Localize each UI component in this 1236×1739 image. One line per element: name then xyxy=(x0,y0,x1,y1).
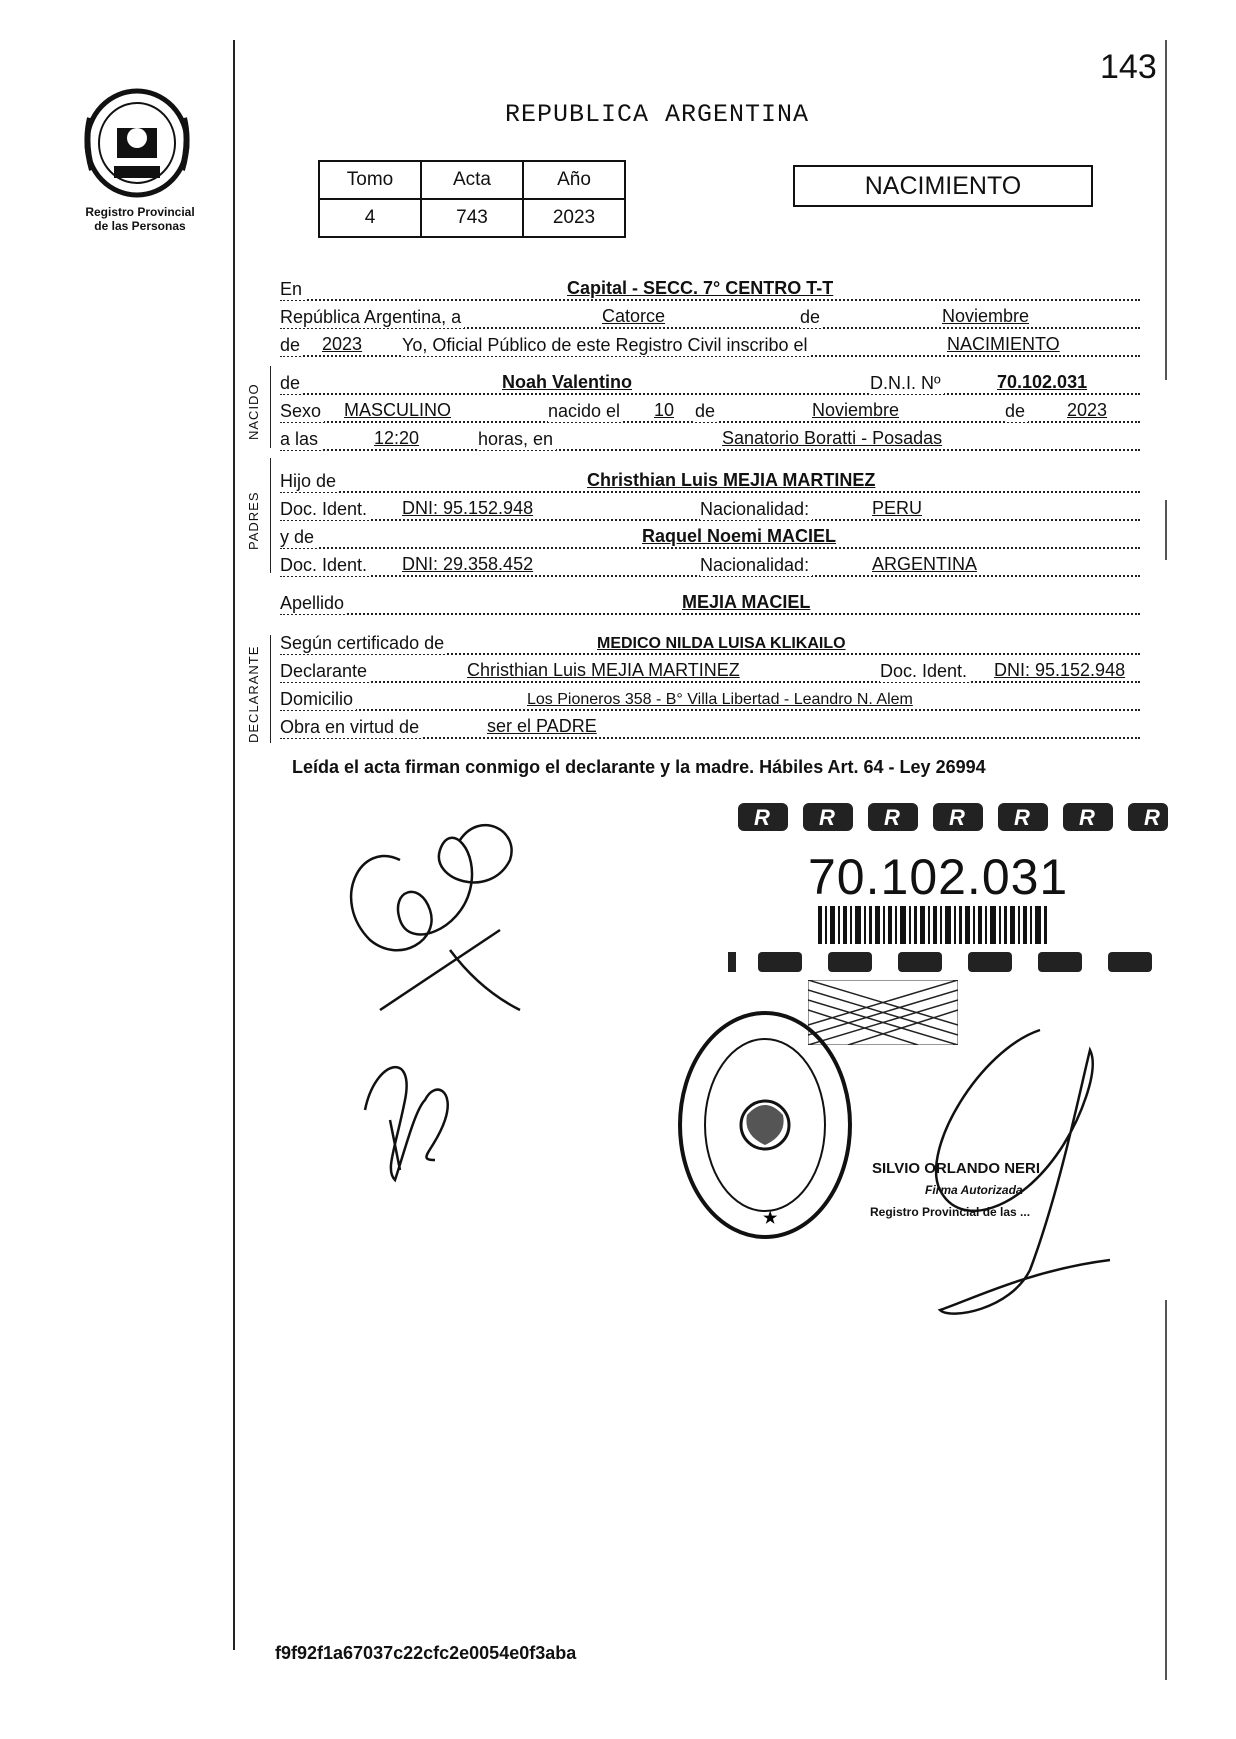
left-margin-line xyxy=(233,40,235,1650)
svg-text:R: R xyxy=(949,805,965,830)
birth-month: Noviembre xyxy=(812,400,900,420)
registry-table xyxy=(318,160,626,238)
birth-day: 10 xyxy=(654,400,675,420)
place-of-registry: Capital - SECC. 7° CENTRO T-T xyxy=(567,278,834,298)
page-number: 143 xyxy=(1100,48,1157,86)
section-divider xyxy=(270,458,271,573)
right-margin-line xyxy=(1165,1300,1167,1680)
row-name: de Noah Valentino D.N.I. Nº 70.102.031 xyxy=(280,370,1140,400)
document-title: REPUBLICA ARGENTINA xyxy=(505,100,810,129)
row-reason: Obra en virtud de ser el PADRE xyxy=(280,714,1140,744)
right-margin-line xyxy=(1165,40,1167,380)
province-seal-logo xyxy=(82,88,192,203)
surname: MEJIA MACIEL xyxy=(682,592,811,612)
value-acta: 743 xyxy=(421,199,523,237)
row-father: Hijo de Christhian Luis MEJIA MARTINEZ xyxy=(280,468,1140,498)
birth-time: 12:20 xyxy=(374,428,420,448)
official-stamp xyxy=(675,1005,855,1250)
svg-text:★: ★ xyxy=(763,1210,778,1227)
row-sexo: Sexo MASCULINO nacido el 10 de Noviembre de 2023 xyxy=(280,398,1140,428)
row-year: de 2023 Yo, Oficial Público de este Registro Civil inscribo el NACIMIENTO xyxy=(280,332,1140,362)
section-label-declarant: DECLARANTE xyxy=(246,645,261,743)
child-name: Noah Valentino xyxy=(502,372,633,392)
svg-text:R: R xyxy=(754,805,770,830)
row-republica: República Argentina, a Catorce de Noviembre xyxy=(280,304,1140,334)
declarant-doc: DNI: 95.152.948 xyxy=(994,660,1126,680)
barcode xyxy=(818,906,1048,949)
father-name: Christhian Luis MEJIA MARTINEZ xyxy=(587,470,876,490)
official-org: Registro Provincial de las ... xyxy=(870,1205,1031,1219)
value-tomo: 4 xyxy=(319,199,421,237)
svg-text:R: R xyxy=(819,805,835,830)
svg-text:R: R xyxy=(1144,805,1160,830)
row-surname: Apellido MEJIA MACIEL xyxy=(280,590,1140,620)
month: Noviembre xyxy=(942,306,1030,326)
right-margin-line xyxy=(1165,500,1167,560)
declarant-name: Christhian Luis MEJIA MARTINEZ xyxy=(467,660,740,680)
header-ano: Año xyxy=(523,161,625,199)
section-divider xyxy=(270,366,271,448)
inscribe-type: NACIMIENTO xyxy=(947,334,1060,354)
mother-signature xyxy=(355,1040,465,1195)
security-pattern-bottom xyxy=(728,950,1168,979)
official-name: SILVIO ORLANDO NERI xyxy=(872,1160,1041,1177)
row-en: En Capital - SECC. 7° CENTRO T-T xyxy=(280,276,1140,306)
reason: ser el PADRE xyxy=(487,716,597,736)
row-declarant: Declarante Christhian Luis MEJIA MARTINEZ Doc. Ident. DNI: 95.152.948 xyxy=(280,658,1140,688)
row-certificate: Según certificado de MEDICO NILDA LUISA KLIKAILO xyxy=(280,630,1140,660)
mother-nationality: ARGENTINA xyxy=(872,554,978,574)
header-tomo: Tomo xyxy=(319,161,421,199)
svg-text:R: R xyxy=(1014,805,1030,830)
mother-doc: DNI: 29.358.452 xyxy=(402,554,534,574)
official-role: Firma Autorizada xyxy=(925,1183,1023,1197)
row-time: a las 12:20 horas, en Sanatorio Boratti - Posadas xyxy=(280,426,1140,456)
closing-statement: Leída el acta firman conmigo el declarante y la madre. Hábiles Art. 64 - Ley 26994 xyxy=(292,757,986,777)
birth-year: 2023 xyxy=(1067,400,1108,420)
year: 2023 xyxy=(322,334,363,354)
section-label-born: NACIDO xyxy=(246,383,261,440)
security-dni-number: 70.102.031 xyxy=(808,849,1069,905)
birth-place: Sanatorio Boratti - Posadas xyxy=(722,428,943,448)
father-doc: DNI: 95.152.948 xyxy=(402,498,534,518)
logo-caption: Registro Provincial de las Personas xyxy=(85,205,195,233)
header-acta: Acta xyxy=(421,161,523,199)
document-hash: f9f92f1a67037c22cfc2e0054e0f3aba xyxy=(275,1643,577,1663)
svg-text:R: R xyxy=(884,805,900,830)
row-mother: y de Raquel Noemi MACIEL xyxy=(280,524,1140,554)
row-address: Domicilio Los Pioneros 358 - B° Villa Libertad - Leandro N. Alem xyxy=(280,686,1140,716)
child-dni: 70.102.031 xyxy=(997,372,1088,392)
svg-text:R: R xyxy=(1079,805,1095,830)
declarant-signature xyxy=(330,800,550,1035)
row-mother-doc: Doc. Ident. DNI: 29.358.452 Nacionalidad: ARGENTINA xyxy=(280,552,1140,582)
day-words: Catorce xyxy=(602,306,666,326)
security-pattern-top xyxy=(738,795,1168,840)
act-type-box: NACIMIENTO xyxy=(793,165,1093,207)
section-divider xyxy=(270,635,271,743)
section-label-parents: PADRES xyxy=(246,491,261,550)
sex: MASCULINO xyxy=(344,400,452,420)
certificate: MEDICO NILDA LUISA KLIKAILO xyxy=(597,635,846,652)
value-ano: 2023 xyxy=(523,199,625,237)
mother-name: Raquel Noemi MACIEL xyxy=(642,526,837,546)
father-nationality: PERU xyxy=(872,498,923,518)
row-father-doc: Doc. Ident. DNI: 95.152.948 Nacionalidad: PERU xyxy=(280,496,1140,526)
address: Los Pioneros 358 - B° Villa Libertad - Leandro N. Alem xyxy=(527,691,913,708)
